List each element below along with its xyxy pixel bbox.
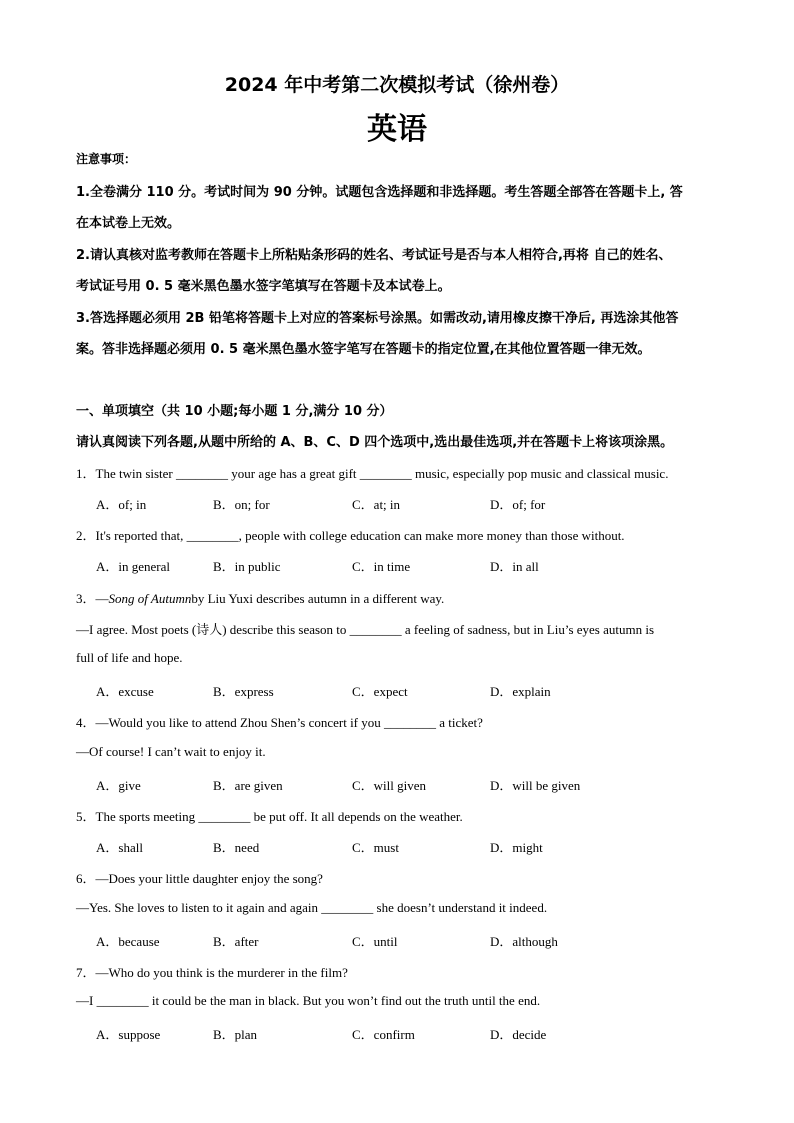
question-4-options bbox=[96, 775, 696, 793]
option-a: A．give bbox=[96, 778, 141, 793]
option-c: C．must bbox=[352, 840, 399, 855]
option-d: D．decide bbox=[490, 1027, 547, 1042]
option-b: B．in public bbox=[213, 559, 281, 574]
question-3-line: full of life and hope. bbox=[76, 650, 183, 665]
option-b: B．need bbox=[213, 840, 260, 855]
question-3-options bbox=[96, 681, 696, 699]
option-c: C．confirm bbox=[352, 1027, 415, 1042]
option-b: B．are given bbox=[213, 778, 283, 793]
question-2-options bbox=[96, 556, 696, 574]
option-a: A．suppose bbox=[96, 1027, 161, 1042]
option-a: A．of; in bbox=[96, 497, 147, 512]
question-7-line: —I ________ it could be the man in black. But you won’t find out the truth until the end. bbox=[76, 993, 541, 1008]
question-7-text: 7．—Who do you think is the murderer in the film? bbox=[76, 965, 348, 980]
option-a: A．in general bbox=[96, 559, 171, 574]
option-b: B．plan bbox=[213, 1027, 258, 1042]
poem-title: Song of Autumn bbox=[108, 591, 192, 606]
notice-line: 考试证号用 0. 5 毫米黑色墨水签字笔填写在答题卡及本试卷上。 bbox=[76, 279, 451, 294]
option-d: D．although bbox=[490, 934, 558, 949]
option-c: C．will given bbox=[352, 778, 427, 793]
question-3-prefix: 3．— bbox=[76, 591, 109, 606]
option-c: C．in time bbox=[352, 559, 411, 574]
option-b: B．on; for bbox=[213, 497, 270, 512]
question-2-text: 2．It's reported that, ________, people with college education can make more money than those without. bbox=[76, 528, 625, 543]
notice-line: 在本试卷上无效。 bbox=[76, 216, 181, 231]
question-6-text: 6．—Does your little daughter enjoy the song? bbox=[76, 871, 323, 886]
option-b: B．after bbox=[213, 934, 259, 949]
question-3-text bbox=[76, 588, 444, 607]
question-3-line: —I agree. Most poets (诗人) describe this season to ________ a feeling of sadness, but in Liu’s eyes autumn is bbox=[76, 622, 655, 637]
question-1-options bbox=[96, 494, 696, 512]
exam-title: 2024 年中考第二次模拟考试（徐州卷） bbox=[224, 74, 570, 96]
option-c: C．until bbox=[352, 934, 398, 949]
question-6-line: —Yes. She loves to listen to it again and again ________ she doesn’t understand it indeed. bbox=[76, 900, 548, 915]
subject-title: 英语 bbox=[367, 112, 427, 147]
option-b: B．express bbox=[213, 684, 274, 699]
section-heading: 一、单项填空（共 10 小题;每小题 1 分,满分 10 分） bbox=[76, 404, 393, 419]
notice-line: 3.答选择题必须用 2B 铅笔将答题卡上对应的答案标号涂黑。如需改动,请用橡皮擦干净后, 再选涂其他答 bbox=[76, 311, 679, 326]
option-a: A．shall bbox=[96, 840, 143, 855]
question-4-text: 4．—Would you like to attend Zhou Shen’s concert if you ________ a ticket? bbox=[76, 715, 483, 730]
question-7-options bbox=[96, 1024, 696, 1042]
notice-line: 1.全卷满分 110 分。考试时间为 90 分钟。试题包含选择题和非选择题。考生答题全部答在答题卡上, 答 bbox=[76, 185, 683, 200]
question-5-text: 5．The sports meeting ________ be put off. It all depends on the weather. bbox=[76, 809, 463, 824]
option-d: D．will be given bbox=[490, 778, 581, 793]
option-c: C．expect bbox=[352, 684, 408, 699]
question-5-options bbox=[96, 837, 696, 855]
option-c: C．at; in bbox=[352, 497, 401, 512]
notice-line: 案。答非选择题必须用 0. 5 毫米黑色墨水签字笔写在答题卡的指定位置,在其他位置答题一律无效。 bbox=[76, 342, 651, 357]
option-a: A．excuse bbox=[96, 684, 154, 699]
option-d: D．of; for bbox=[490, 497, 546, 512]
question-3-suffix: by Liu Yuxi describes autumn in a different way. bbox=[191, 591, 445, 606]
question-1-text: 1．The twin sister ________ your age has a great gift ________ music, especially pop music and classical music. bbox=[76, 466, 669, 481]
option-d: D．explain bbox=[490, 684, 551, 699]
option-d: D．might bbox=[490, 840, 543, 855]
notice-line: 2.请认真核对监考教师在答题卡上所粘贴条形码的姓名、考试证号是否与本人相符合,再将 自己的姓名、 bbox=[76, 248, 672, 263]
section-instruction: 请认真阅读下列各题,从题中所给的 A、B、C、D 四个选项中,选出最佳选项,并在答题卡上将该项涂黑。 bbox=[76, 435, 674, 450]
option-a: A．because bbox=[96, 934, 160, 949]
option-d: D．in all bbox=[490, 559, 539, 574]
question-6-options bbox=[96, 931, 696, 949]
notice-heading: 注意事项： bbox=[76, 152, 137, 166]
question-4-line: —Of course! I can’t wait to enjoy it. bbox=[76, 744, 266, 759]
